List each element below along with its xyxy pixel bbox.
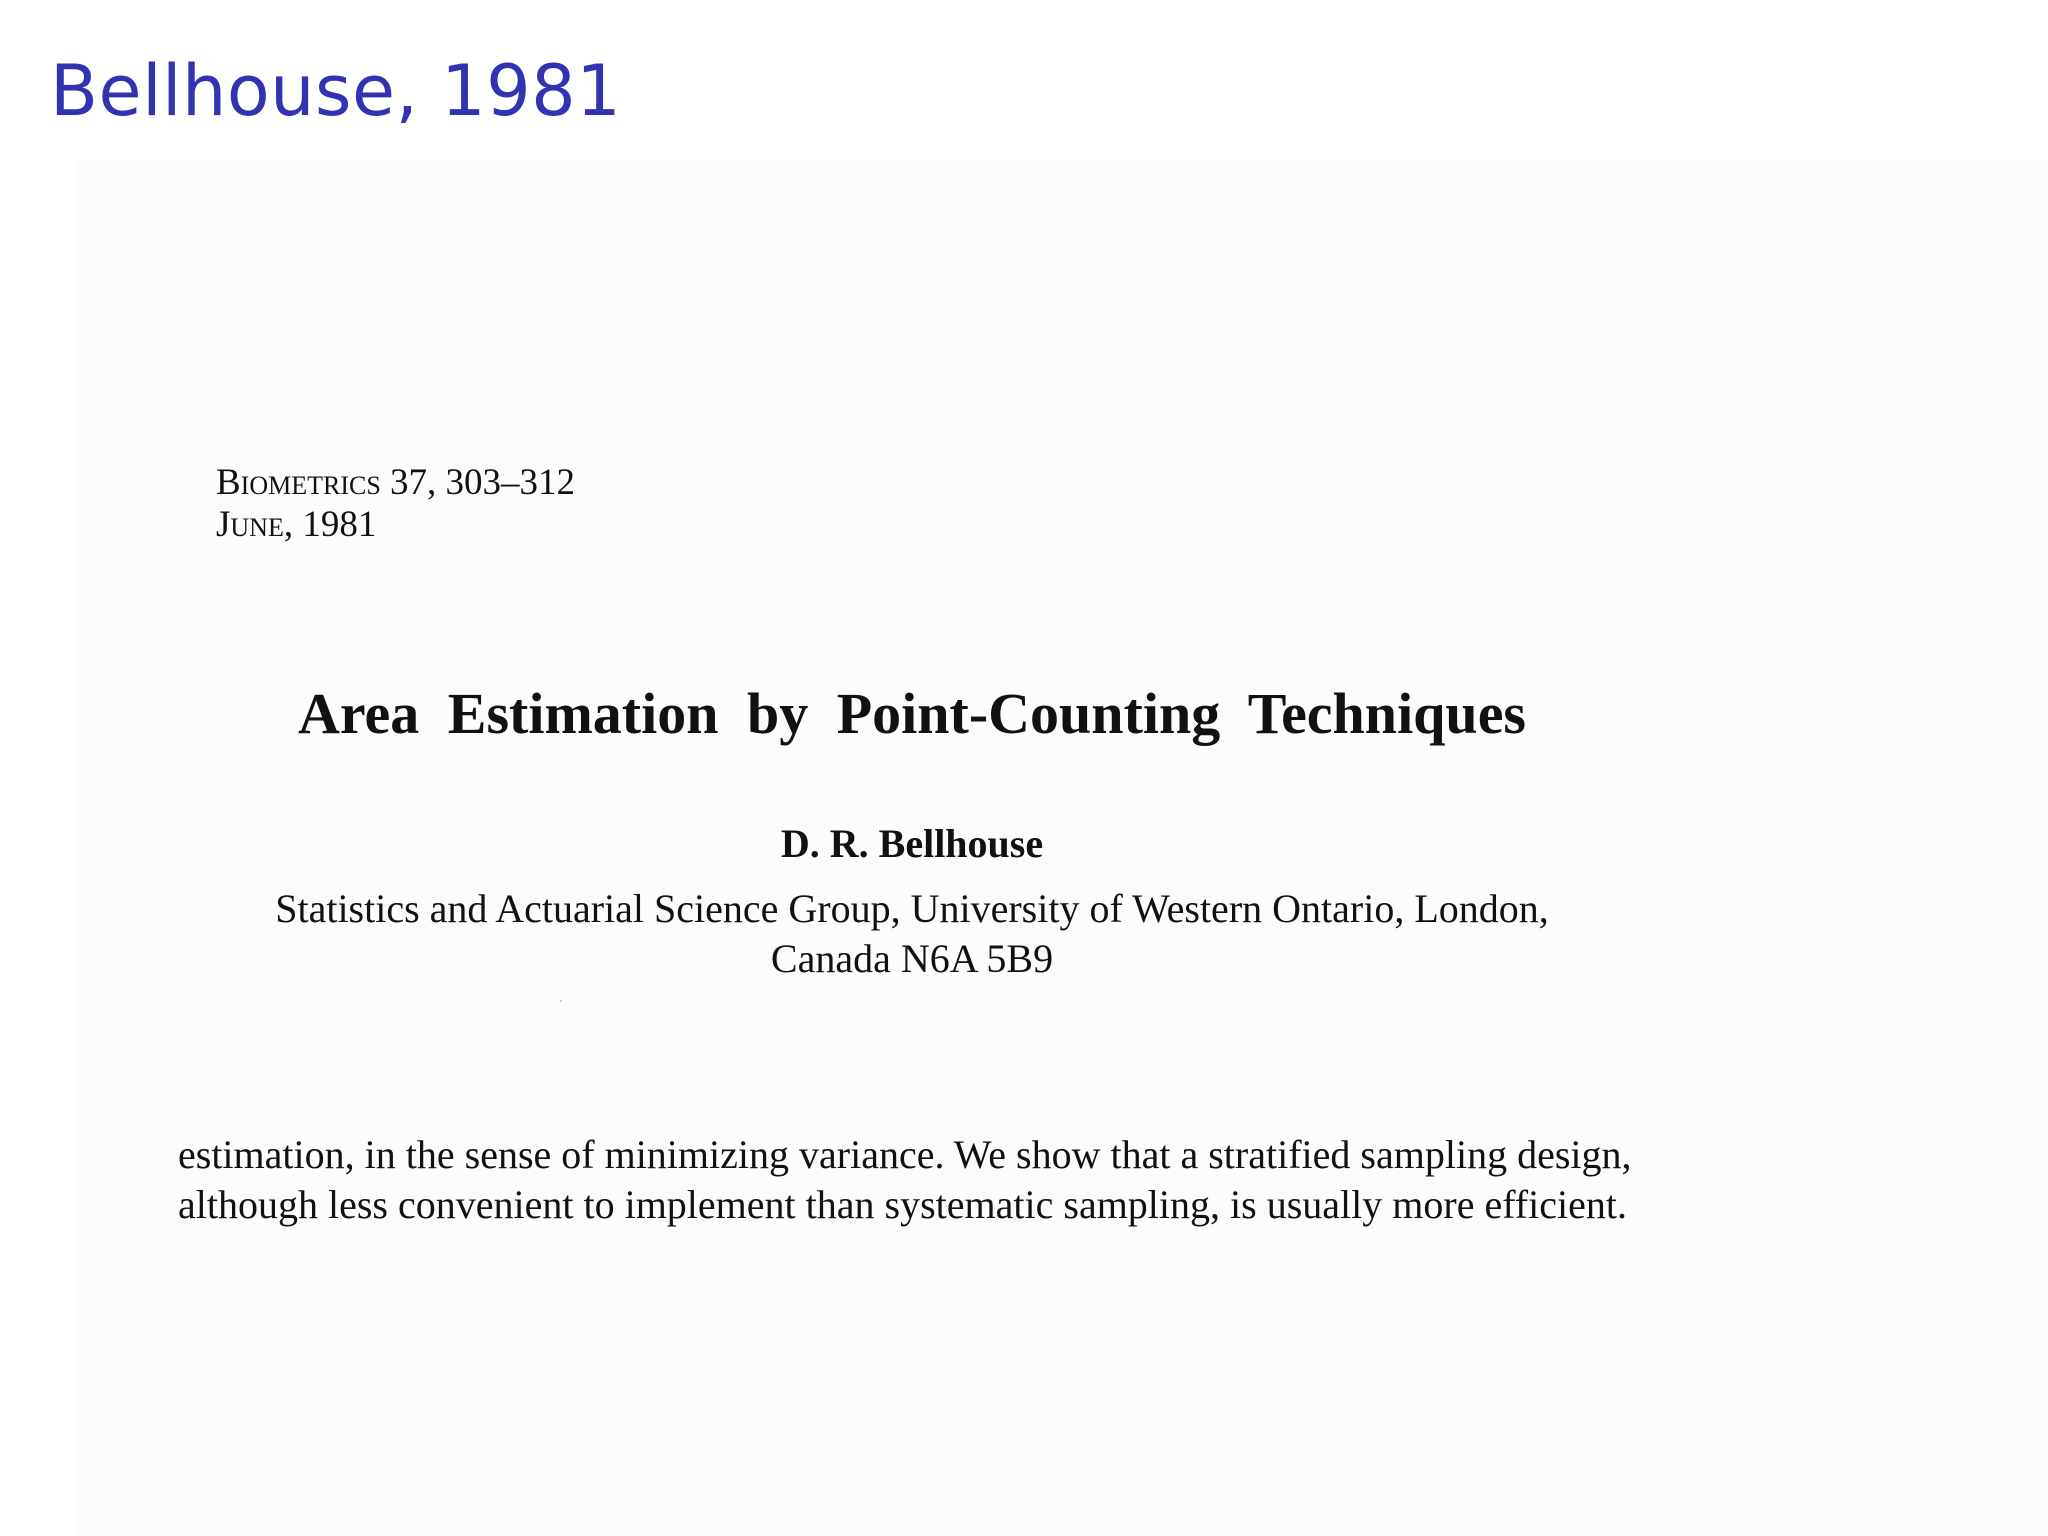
- journal-pages: 37, 303–312: [390, 462, 576, 503]
- journal-citation: [216, 462, 575, 546]
- author-name: D. R. Bellhouse: [780, 821, 1044, 866]
- paper-title-text: Area Estimation by Point-Counting Techniques: [297, 681, 1527, 746]
- author: [78, 820, 2018, 867]
- affiliation-line-1: Statistics and Actuarial Science Group, University of Western Ontario, London,: [275, 886, 1549, 931]
- scan-speck: [560, 1000, 562, 1002]
- paper-scan: [78, 160, 2048, 1536]
- abstract-excerpt: [178, 1130, 1632, 1230]
- journal-year: , 1981: [283, 504, 377, 545]
- abstract-line-2: although less convenient to implement than systematic sampling, is usually more efficient.: [178, 1182, 1627, 1227]
- journal-line: [216, 462, 575, 504]
- journal-name: Biometrics: [216, 462, 381, 503]
- journal-month: June: [216, 504, 284, 545]
- slide-title: Bellhouse, 1981: [50, 50, 622, 132]
- affiliation-line-2: Canada N6A 5B9: [770, 936, 1054, 981]
- journal-date-line: [216, 504, 575, 546]
- paper-title: [78, 680, 2018, 747]
- affiliation: [78, 884, 2018, 984]
- abstract-line-1: estimation, in the sense of minimizing variance. We show that a stratified sampling design,: [178, 1132, 1632, 1177]
